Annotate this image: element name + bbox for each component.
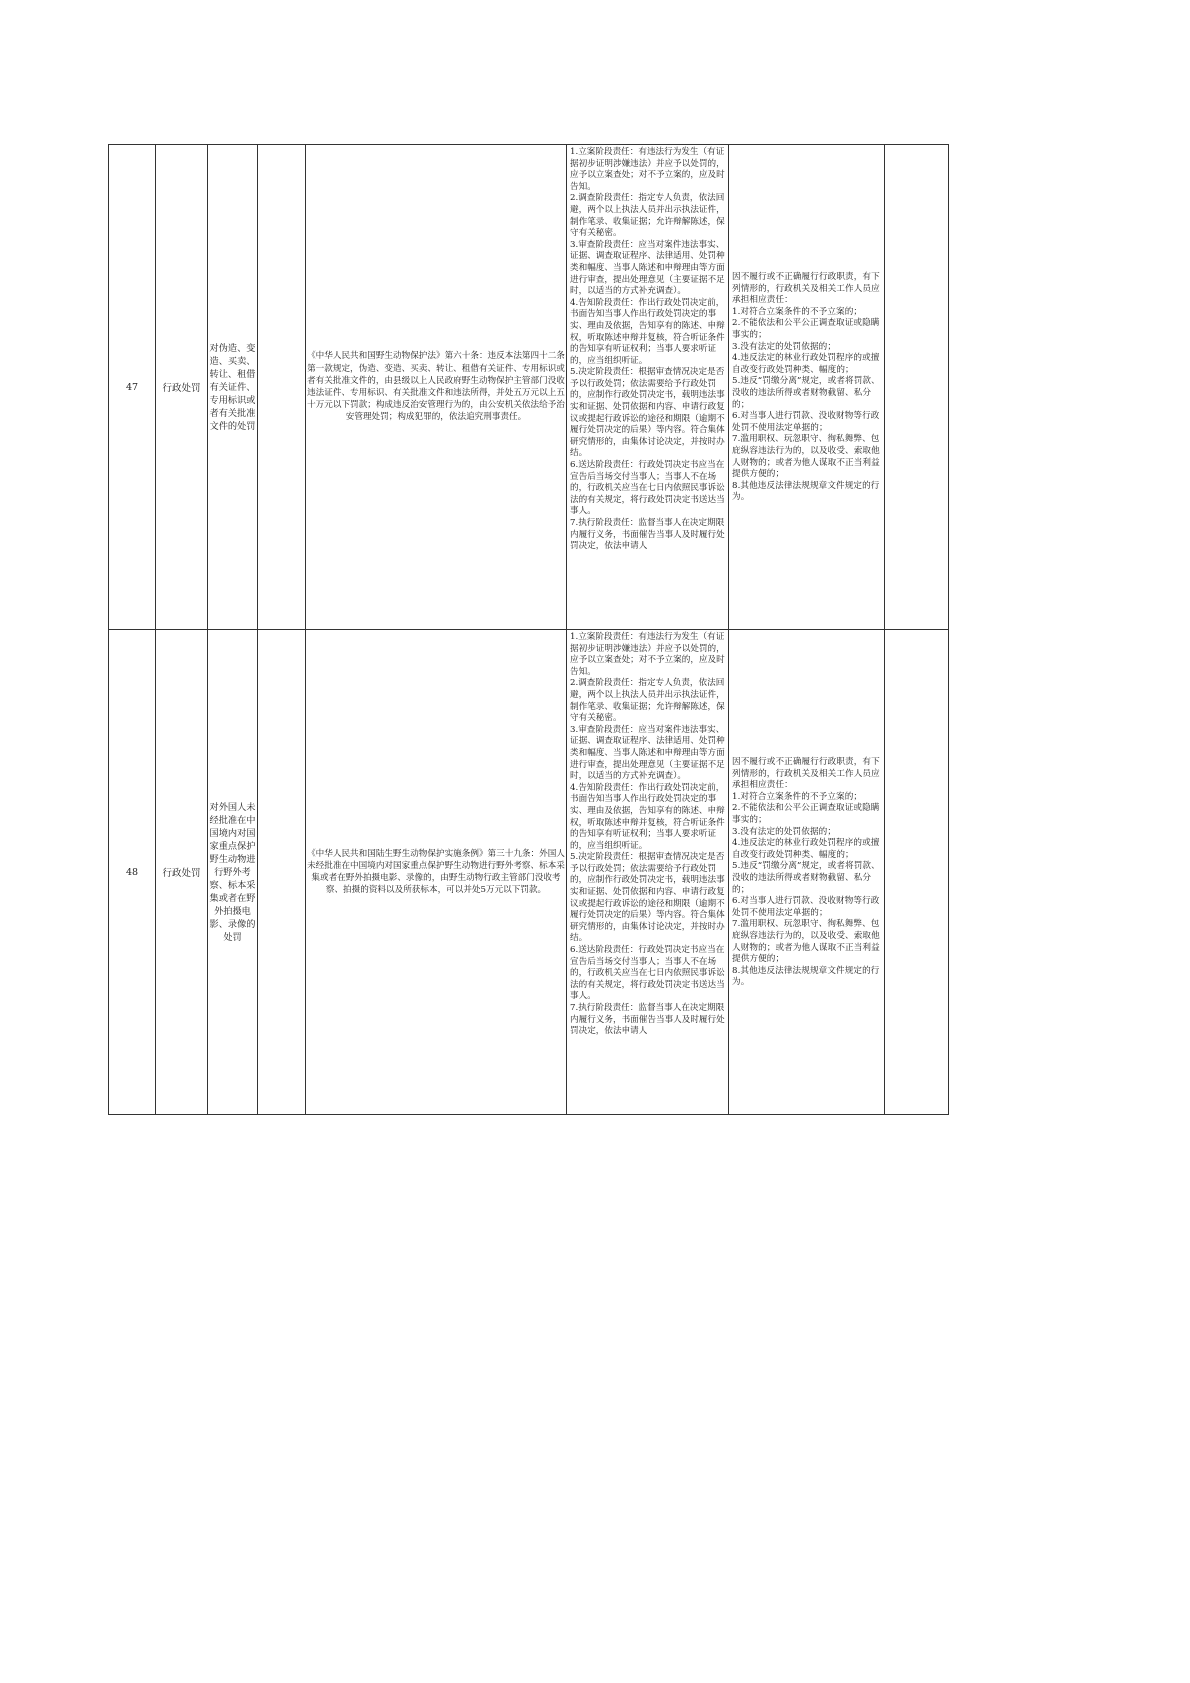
liability-cell [729,145,885,630]
liability-item: 2.不能依法和公平公正调查取证或隐瞒事实的； [732,318,880,341]
responsibility-item: 7.执行阶段责任：监督当事人在决定期限内履行义务，书面催告当事人及时履行处罚决定，依法申请人 [570,518,725,552]
remarks-cell [885,145,949,630]
responsibility-item: 1.立案阶段责任：有违法行为发生（有证据初步证明涉嫌违法）并应予以处罚的，应予以立案查处；对不予立案的，应及时告知。 [570,147,725,192]
responsibility-item: 6.送达阶段责任：行政处罚决定书应当在宣告后当场交付当事人；当事人不在场的，行政机关应当在七日内依照民事诉讼法的有关规定，将行政处罚决定书送达当事人。 [570,945,725,1002]
liability-cell [729,630,885,1115]
liability-item: 1.对符合立案条件的不予立案的； [732,306,863,317]
table-row [109,145,949,630]
liability-item: 1.对符合立案条件的不予立案的； [732,791,863,802]
liability-item: 4.违反法定的林业行政处罚程序的或擅自改变行政处罚种类、幅度的； [732,353,880,375]
legal-basis: 《中华人民共和国陆生野生动物保护实施条例》第三十九条：外国人未经批准在中国境内对国家重点保护野生动物进行野外考察、标本采集或者在野外拍摄电影、录像的，由野生动物行政主管部门没收考察、拍摄的资料以及所获标本，可以并处5万元以下罚款。 [306,630,567,1115]
responsibility-cell [567,630,729,1115]
responsibility-item: 5.决定阶段责任：根据审查情况决定是否予以行政处罚；依法需要给予行政处罚的，应制作行政处罚决定书，载明违法事实和证据、处罚依据和内容、申请行政复议或提起行政诉讼的途径和期限（逾期不履行处罚决定的后果）等内容。符合集体研究情形的，由集体讨论决定，并按时办结。 [570,852,725,944]
remarks-cell [885,630,949,1115]
power-item-name: 对伪造、变造、买卖、转让、租借有关证件、专用标识或者有关批准文件的处罚 [208,145,258,630]
liability-item: 7.滥用职权、玩忽职守、徇私舞弊、包庇纵容违法行为的，以及收受、索取他人财物的；或者为他人谋取不正当利益提供方便的； [732,434,880,480]
responsibility-item: 5.决定阶段责任：根据审查情况决定是否予以行政处罚；依法需要给予行政处罚的，应制作行政处罚决定书，载明违法事实和证据、处罚依据和内容、申请行政复议或提起行政诉讼的途径和期限（逾期不履行处罚决定的后果）等内容。符合集体研究情形的，由集体讨论决定，并按时办结。 [570,367,725,459]
responsibility-item: 2.调查阶段责任：指定专人负责，依法回避，两个以上执法人员并出示执法证件，制作笔录、收集证据；允许辩解陈述，保守有关秘密。 [570,678,725,724]
power-category: 行政处罚 [156,145,208,630]
liability-item: 8.其他违反法律法规规章文件规定的行为。 [732,965,880,988]
empty-cell [258,630,306,1115]
row-number: 47 [109,145,156,630]
responsibility-item: 4.告知阶段责任：作出行政处罚决定前，书面告知当事人作出行政处罚决定的事实、理由及依据，告知享有的陈述、申辩权，听取陈述申辩并复核，符合听证条件的告知享有听证权利；当事人要求听证的，应当组织听证。 [570,782,725,851]
liability-item: 5.违反“罚缴分离”规定，或者将罚款、没收的违法所得或者财物截留、私分的； [732,861,880,895]
responsibility-item: 4.告知阶段责任：作出行政处罚决定前，书面告知当事人作出行政处罚决定的事实、理由及依据，告知享有的陈述、申辩权，听取陈述申辩并复核，符合听证条件的告知享有听证权利；当事人要求听证的，应当组织听证。 [570,297,725,366]
liability-item: 6.对当事人进行罚款、没收财物等行政处罚不使用法定单据的； [732,411,880,433]
responsibility-item: 7.执行阶段责任：监督当事人在决定期限内履行义务，书面催告当事人及时履行处罚决定，依法申请人 [570,1003,725,1037]
row-number: 48 [109,630,156,1115]
power-list-table [108,144,949,1115]
liability-item: 7.滥用职权、玩忽职守、徇私舞弊、包庇纵容违法行为的，以及收受、索取他人财物的；或者为他人谋取不正当利益提供方便的； [732,919,880,965]
responsibility-item: 2.调查阶段责任：指定专人负责，依法回避，两个以上执法人员并出示执法证件，制作笔录、收集证据；允许辩解陈述，保守有关秘密。 [570,193,725,239]
power-category: 行政处罚 [156,630,208,1115]
liability-item: 6.对当事人进行罚款、没收财物等行政处罚不使用法定单据的； [732,896,880,918]
responsibility-item: 3.审查阶段责任：应当对案件违法事实、证据、调查取证程序、法律适用、处罚种类和幅度、当事人陈述和申辩理由等方面进行审查，提出处理意见（主要证据不足时，以适当的方式补充调查）。 [570,239,725,297]
power-item-name: 对外国人未经批准在中国境内对国家重点保护野生动物进行野外考察、标本采集或者在野外拍摄电影、录像的处罚 [208,630,258,1115]
liability-item: 4.违反法定的林业行政处罚程序的或擅自改变行政处罚种类、幅度的； [732,838,880,860]
responsibility-item: 1.立案阶段责任：有违法行为发生（有证据初步证明涉嫌违法）并应予以处罚的，应予以立案查处；对不予立案的，应及时告知。 [570,632,725,677]
empty-cell [258,145,306,630]
liability-item: 3.没有法定的处罚依据的； [732,341,837,352]
liability-item: 因不履行或不正确履行行政职责，有下列情形的，行政机关及相关工作人员应承担相应责任： [732,757,880,791]
liability-item: 因不履行或不正确履行行政职责，有下列情形的，行政机关及相关工作人员应承担相应责任： [732,272,880,306]
table-row [109,630,949,1115]
responsibility-cell [567,145,729,630]
legal-basis: 《中华人民共和国野生动物保护法》第六十条：违反本法第四十二条第一款规定，伪造、变造、买卖、转让、租借有关证件、专用标识或者有关批准文件的，由县级以上人民政府野生动物保护主管部门没收违法证件、专用标识、有关批准文件和违法所得，并处五万元以上五十万元以下罚款；构成违反治安管理行为的，由公安机关依法给予治安管理处罚；构成犯罪的，依法追究刑事责任。 [306,145,567,630]
responsibility-item: 3.审查阶段责任：应当对案件违法事实、证据、调查取证程序、法律适用、处罚种类和幅度、当事人陈述和申辩理由等方面进行审查，提出处理意见（主要证据不足时，以适当的方式补充调查）。 [570,724,725,782]
liability-item: 2.不能依法和公平公正调查取证或隐瞒事实的； [732,803,880,826]
responsibility-item: 6.送达阶段责任：行政处罚决定书应当在宣告后当场交付当事人；当事人不在场的，行政机关应当在七日内依照民事诉讼法的有关规定，将行政处罚决定书送达当事人。 [570,460,725,517]
liability-item: 3.没有法定的处罚依据的； [732,826,837,837]
liability-item: 5.违反“罚缴分离”规定，或者将罚款、没收的违法所得或者财物截留、私分的； [732,376,880,410]
liability-item: 8.其他违反法律法规规章文件规定的行为。 [732,480,880,503]
